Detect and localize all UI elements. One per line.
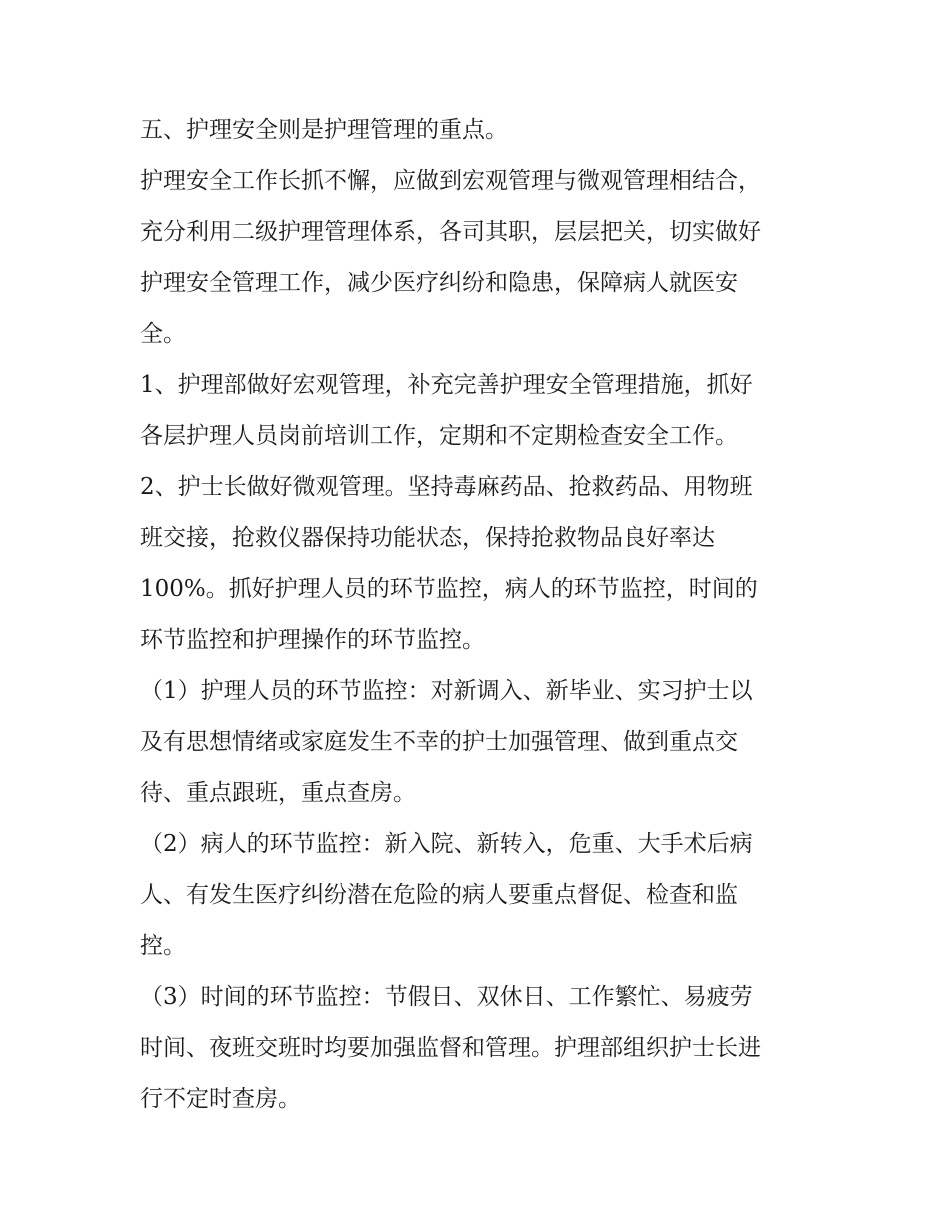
paragraph-line: 控。 xyxy=(140,933,186,959)
paragraph-line: 人、有发生医疗纠纷潜在危险的病人要重点督促、检查和监 xyxy=(140,882,738,908)
paragraph-line: 待、重点跟班，重点查房。 xyxy=(140,780,416,806)
paragraph-line: 充分利用二级护理管理体系，各司其职，层层把关，切实做好 xyxy=(140,219,761,245)
paragraph-line: （2）病人的环节监控：新入院、新转入，危重、大手术后病 xyxy=(140,831,753,857)
paragraph-line: （3）时间的环节监控：节假日、双休日、工作繁忙、易疲劳 xyxy=(140,984,753,1010)
paragraph-line: 班交接，抢救仪器保持功能状态，保持抢救物品良好率达 xyxy=(140,525,715,551)
paragraph-line: 各层护理人员岗前培训工作，定期和不定期检查安全工作。 xyxy=(140,423,738,449)
paragraph-line: 100%。抓好护理人员的环节监控，病人的环节监控，时间的 xyxy=(140,576,758,602)
paragraph-line: 时间、夜班交班时均要加强监督和管理。护理部组织护士长进 xyxy=(140,1035,761,1061)
paragraph-line: 行不定时查房。 xyxy=(140,1086,301,1112)
paragraph-line: 环节监控和护理操作的环节监控。 xyxy=(140,627,485,653)
paragraph-line: 1、护理部做好宏观管理，补充完善护理安全管理措施，抓好 xyxy=(140,372,753,398)
paragraph-line: 及有思想情绪或家庭发生不幸的护士加强管理、做到重点交 xyxy=(140,729,738,755)
paragraph-line: （1）护理人员的环节监控：对新调入、新毕业、实习护士以 xyxy=(140,678,753,704)
paragraph-line: 2、护士长做好微观管理。坚持毒麻药品、抢救药品、用物班 xyxy=(140,474,753,500)
paragraph-line: 护理安全工作长抓不懈，应做到宏观管理与微观管理相结合， xyxy=(140,168,761,194)
paragraph-line: 全。 xyxy=(140,321,186,347)
paragraph-line: 护理安全管理工作，减少医疗纠纷和隐患，保障病人就医安 xyxy=(140,270,738,296)
section-heading: 五、护理安全则是护理管理的重点。 xyxy=(140,117,508,143)
document-body xyxy=(140,109,812,1129)
